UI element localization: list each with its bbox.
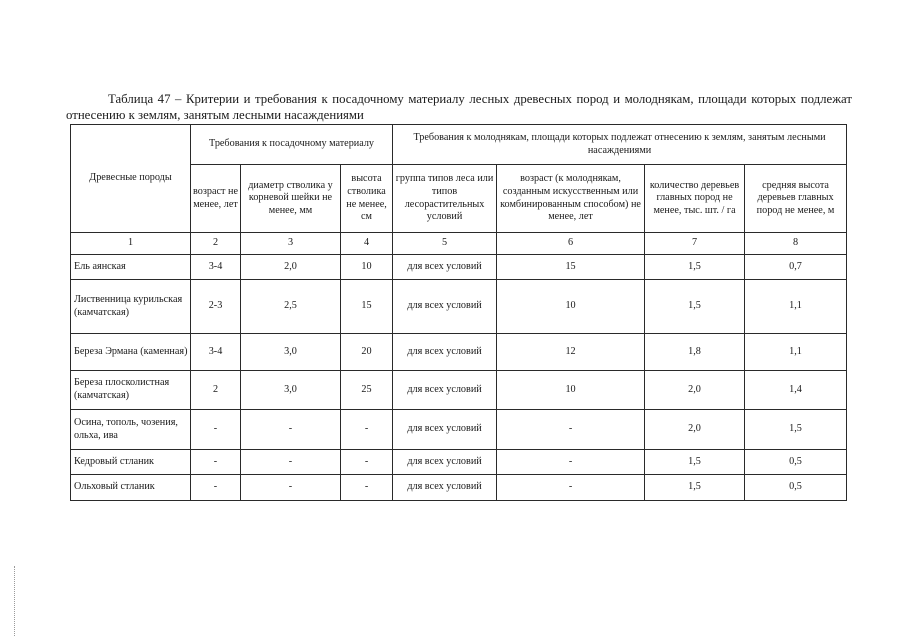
header-young-age: возраст (к молоднякам, созданным искусственным или комбинированным способом) не менее, лет (497, 165, 645, 233)
table-row (71, 334, 847, 371)
cell-avg-height: 1,4 (745, 371, 847, 410)
header-species: Древесные породы (71, 125, 191, 233)
table-row (71, 410, 847, 450)
cell-tree-count: 2,0 (645, 371, 745, 410)
cell-avg-height: 0,5 (745, 475, 847, 501)
cell-age: - (191, 450, 241, 475)
cell-young-age: - (497, 450, 645, 475)
species-name: Береза плосколистная (камчатская) (71, 371, 191, 410)
species-name: Береза Эрмана (каменная) (71, 334, 191, 371)
species-name: Ель аянская (71, 255, 191, 280)
cell-young-age: - (497, 475, 645, 501)
header-planting-material: Требования к посадочному материалу (191, 125, 393, 165)
cell-diameter: 2,5 (241, 280, 341, 334)
species-name: Кедровый стланик (71, 450, 191, 475)
cell-forest-type: для всех условий (393, 450, 497, 475)
header-height: высота стволика не менее, см (341, 165, 393, 233)
cell-forest-type: для всех условий (393, 410, 497, 450)
column-number: 8 (745, 233, 847, 255)
cell-height: - (341, 450, 393, 475)
cell-tree-count: 1,5 (645, 255, 745, 280)
cell-avg-height: 1,5 (745, 410, 847, 450)
cell-tree-count: 1,5 (645, 280, 745, 334)
species-name: Лиственница курильская (камчатская) (71, 280, 191, 334)
header-young-stands: Требования к молоднякам, площади которых подлежат отнесению к землям, занятым лесными насаждениями (393, 125, 847, 165)
cell-height: 20 (341, 334, 393, 371)
cell-age: 3-4 (191, 255, 241, 280)
header-age: возраст не менее, лет (191, 165, 241, 233)
header-forest-type: группа типов леса или типов лесорастительных условий (393, 165, 497, 233)
column-number: 3 (241, 233, 341, 255)
column-number: 4 (341, 233, 393, 255)
cell-height: 15 (341, 280, 393, 334)
cell-height: 25 (341, 371, 393, 410)
cell-height: - (341, 475, 393, 501)
table-row (71, 475, 847, 501)
table-caption: Таблица 47 – Критерии и требования к посадочному материалу лесных древесных пород и молоднякам, площади которых подлежат отнесению к землям, занятым лесными насаждениями (66, 92, 852, 122)
column-number: 6 (497, 233, 645, 255)
column-number: 2 (191, 233, 241, 255)
cell-diameter: - (241, 475, 341, 501)
cell-avg-height: 0,5 (745, 450, 847, 475)
cell-age: 3-4 (191, 334, 241, 371)
header-row-group (71, 125, 847, 165)
cell-age: 2 (191, 371, 241, 410)
cell-tree-count: 1,8 (645, 334, 745, 371)
scan-margin-line (14, 566, 16, 636)
cell-tree-count: 1,5 (645, 450, 745, 475)
column-number: 5 (393, 233, 497, 255)
table-row (71, 280, 847, 334)
cell-diameter: 2,0 (241, 255, 341, 280)
cell-diameter: 3,0 (241, 371, 341, 410)
cell-avg-height: 1,1 (745, 334, 847, 371)
cell-diameter: - (241, 450, 341, 475)
cell-age: - (191, 475, 241, 501)
cell-diameter: - (241, 410, 341, 450)
header-diameter: диаметр стволика у корневой шейки не менее, мм (241, 165, 341, 233)
cell-forest-type: для всех условий (393, 334, 497, 371)
species-name: Осина, тополь, чозения, ольха, ива (71, 410, 191, 450)
cell-avg-height: 1,1 (745, 280, 847, 334)
cell-tree-count: 2,0 (645, 410, 745, 450)
criteria-table (70, 124, 847, 501)
header-tree-count: количество деревьев главных пород не менее, тыс. шт. / га (645, 165, 745, 233)
cell-young-age: 10 (497, 280, 645, 334)
cell-height: 10 (341, 255, 393, 280)
header-avg-height: средняя высота деревьев главных пород не менее, м (745, 165, 847, 233)
cell-avg-height: 0,7 (745, 255, 847, 280)
cell-young-age: - (497, 410, 645, 450)
column-number: 7 (645, 233, 745, 255)
cell-forest-type: для всех условий (393, 371, 497, 410)
column-number: 1 (71, 233, 191, 255)
cell-diameter: 3,0 (241, 334, 341, 371)
cell-age: 2-3 (191, 280, 241, 334)
cell-forest-type: для всех условий (393, 475, 497, 501)
cell-tree-count: 1,5 (645, 475, 745, 501)
table-row (71, 371, 847, 410)
table-row (71, 255, 847, 280)
cell-young-age: 10 (497, 371, 645, 410)
species-name: Ольховый стланик (71, 475, 191, 501)
cell-forest-type: для всех условий (393, 280, 497, 334)
cell-age: - (191, 410, 241, 450)
table-row (71, 450, 847, 475)
cell-height: - (341, 410, 393, 450)
column-number-row (71, 233, 847, 255)
cell-young-age: 12 (497, 334, 645, 371)
cell-forest-type: для всех условий (393, 255, 497, 280)
cell-young-age: 15 (497, 255, 645, 280)
